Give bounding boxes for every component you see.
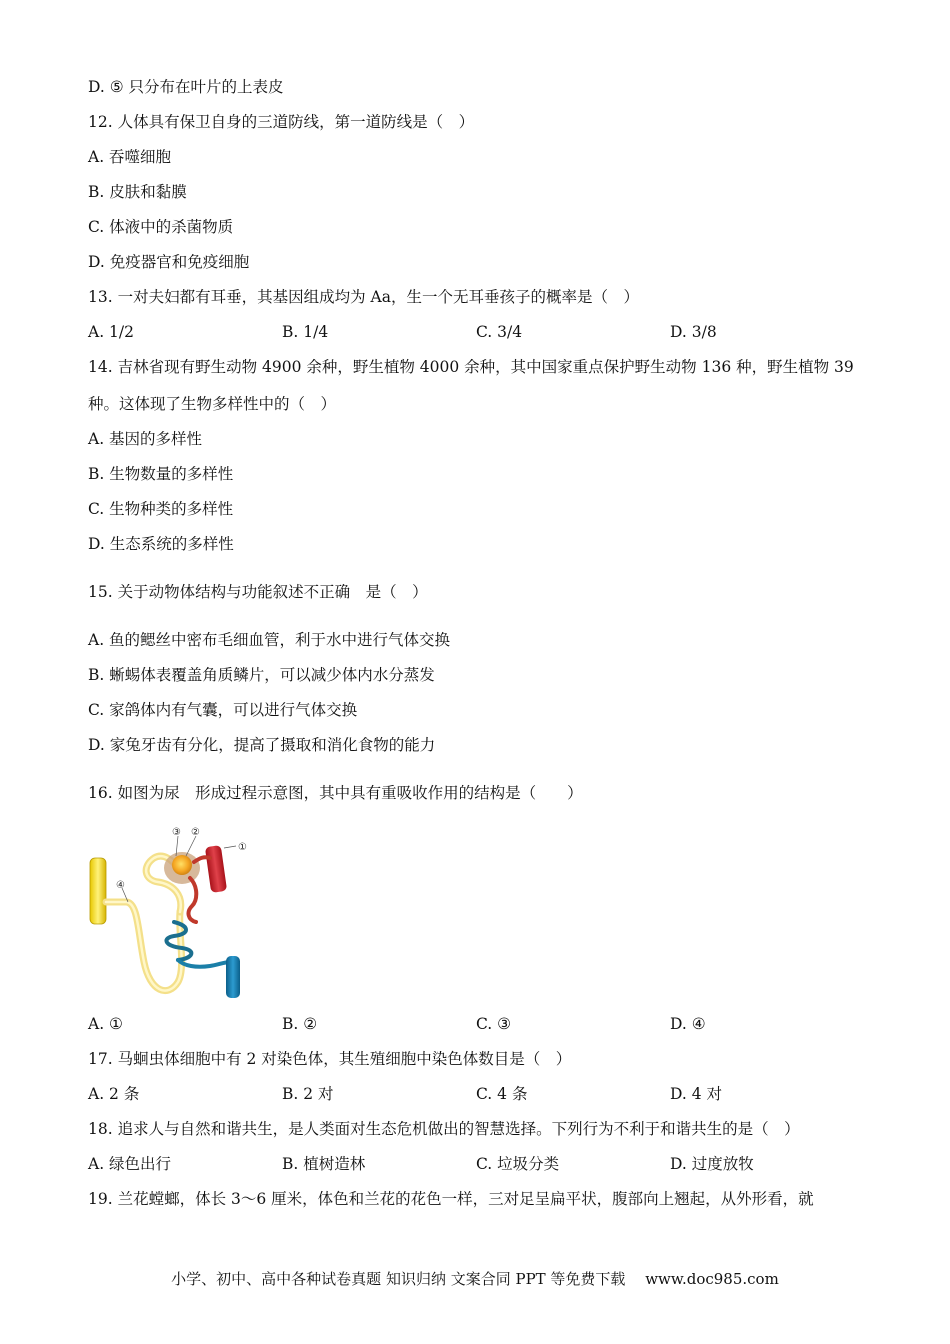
q18-option-c: C. 垃圾分类 bbox=[476, 1155, 560, 1173]
q16-stem: 16. 如图为尿 形成过程示意图，其中具有重吸收作用的结构是（ ） bbox=[88, 784, 583, 802]
label-1: ① bbox=[238, 842, 247, 853]
q13-option-c: C. 3/4 bbox=[476, 323, 523, 341]
page-footer: 小学、初中、高中各种试卷真题 知识归纳 文案合同 PPT 等免费下载 www.doc985.com bbox=[171, 1270, 779, 1288]
q18-stem: 18. 追求人与自然和谐共生，是人类面对生态危机做出的智慧选择。下列行为不利于和谐共生的是（ ） bbox=[88, 1120, 800, 1138]
q14-option-a: A. 基因的多样性 bbox=[88, 430, 203, 448]
q11-option-d: D. ⑤ 只分布在叶片的上表皮 bbox=[88, 78, 284, 96]
q12-stem: 12. 人体具有保卫自身的三道防线，第一道防线是（ ） bbox=[88, 113, 475, 131]
q15-option-d: D. 家兔牙齿有分化，提高了摄取和消化食物的能力 bbox=[88, 736, 436, 754]
q18-option-a: A. 绿色出行 bbox=[88, 1155, 172, 1173]
q18-option-b: B. 植树造林 bbox=[282, 1155, 366, 1173]
q17-option-d: D. 4 对 bbox=[670, 1085, 723, 1103]
q14-stem-line1: 14. 吉林省现有野生动物 4900 余种，野生植物 4000 余种，其中国家重点保护野生动物 136 种，野生植物 39 bbox=[88, 358, 854, 376]
q12-option-c: C. 体液中的杀菌物质 bbox=[88, 218, 234, 236]
q16-option-a: A. ① bbox=[88, 1015, 123, 1033]
q17-option-a: A. 2 条 bbox=[88, 1085, 140, 1103]
q17-stem: 17. 马蛔虫体细胞中有 2 对染色体，其生殖细胞中染色体数目是（ ） bbox=[88, 1050, 572, 1068]
q15-option-a: A. 鱼的鳃丝中密布毛细血管，利于水中进行气体交换 bbox=[88, 631, 451, 649]
q14-option-d: D. 生态系统的多样性 bbox=[88, 535, 234, 553]
label-3: ③ bbox=[172, 827, 181, 838]
nephron-illustration bbox=[86, 822, 256, 1002]
q13-option-a: A. 1/2 bbox=[88, 323, 134, 341]
q13-option-d: D. 3/8 bbox=[670, 323, 717, 341]
q16-option-d: D. ④ bbox=[670, 1015, 706, 1033]
q16-option-c: C. ③ bbox=[476, 1015, 512, 1033]
q17-option-c: C. 4 条 bbox=[476, 1085, 528, 1103]
q16-option-b: B. ② bbox=[282, 1015, 318, 1033]
q19-stem: 19. 兰花螳螂，体长 3～6 厘米，体色和兰花的花色一样，三对足呈扁平状，腹部向上翘起，从外形看，就 bbox=[88, 1190, 814, 1208]
q14-stem-line2: 种。这体现了生物多样性中的（ ） bbox=[88, 395, 337, 413]
q18-option-d: D. 过度放牧 bbox=[670, 1155, 754, 1173]
nephron-diagram bbox=[86, 822, 256, 1002]
q13-stem: 13. 一对夫妇都有耳垂，其基因组成均为 Aa，生一个无耳垂孩子的概率是（ ） bbox=[88, 288, 639, 306]
q15-option-b: B. 蜥蜴体表覆盖角质鳞片，可以减少体内水分蒸发 bbox=[88, 666, 435, 684]
label-2: ② bbox=[191, 827, 200, 838]
q17-option-b: B. 2 对 bbox=[282, 1085, 334, 1103]
label-4: ④ bbox=[116, 880, 125, 891]
q15-stem: 15. 关于动物体结构与功能叙述不正确 是（ ） bbox=[88, 583, 428, 601]
q12-option-b: B. 皮肤和黏膜 bbox=[88, 183, 187, 201]
q12-option-a: A. 吞噬细胞 bbox=[88, 148, 172, 166]
q14-option-b: B. 生物数量的多样性 bbox=[88, 465, 234, 483]
q15-option-c: C. 家鸽体内有气囊，可以进行气体交换 bbox=[88, 701, 358, 719]
q12-option-d: D. 免疫器官和免疫细胞 bbox=[88, 253, 250, 271]
q14-option-c: C. 生物种类的多样性 bbox=[88, 500, 234, 518]
q13-option-b: B. 1/4 bbox=[282, 323, 329, 341]
